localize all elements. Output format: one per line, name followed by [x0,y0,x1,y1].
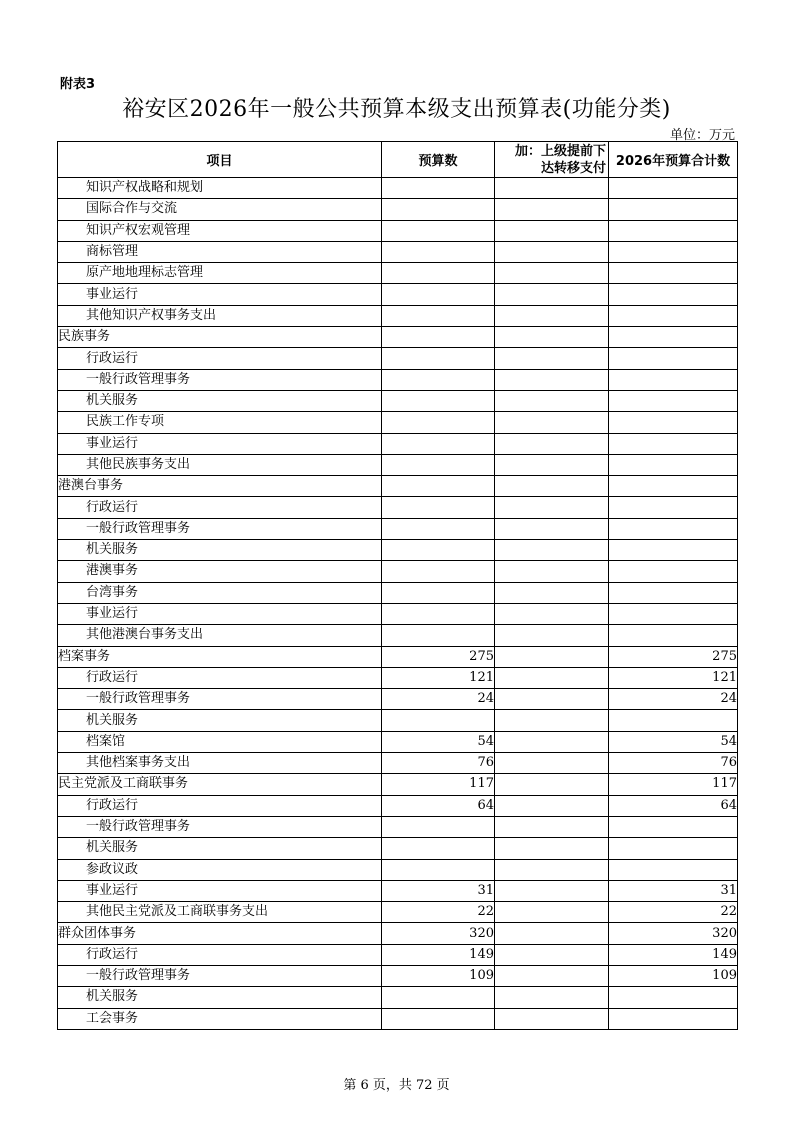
row-total-value [609,178,738,199]
row-budget-value [382,582,495,603]
row-item-name: 行政运行 [58,795,382,816]
row-transfer-value [495,689,609,710]
row-item-name: 港澳事务 [58,561,382,582]
row-budget-value [382,390,495,411]
row-item-name: 事业运行 [58,603,382,624]
row-item-name: 知识产权战略和规划 [58,178,382,199]
row-total-value [609,241,738,262]
table-row [58,731,738,752]
table-row [58,987,738,1008]
row-budget-value [382,540,495,561]
row-transfer-value [495,902,609,923]
row-item-name: 台湾事务 [58,582,382,603]
row-budget-value [382,412,495,433]
row-transfer-value [495,646,609,667]
row-transfer-value [495,305,609,326]
row-item-name: 档案事务 [58,646,382,667]
row-total-value [609,625,738,646]
row-item-name: 其他民主党派及工商联事务支出 [58,902,382,923]
row-budget-value [382,369,495,390]
row-item-name: 民族工作专项 [58,412,382,433]
row-total-value [609,816,738,837]
row-total-value: 64 [609,795,738,816]
row-total-value [609,987,738,1008]
row-transfer-value [495,582,609,603]
row-transfer-value [495,965,609,986]
table-row [58,476,738,497]
row-total-value [609,263,738,284]
row-budget-value: 121 [382,667,495,688]
row-item-name: 事业运行 [58,880,382,901]
row-budget-value [382,859,495,880]
row-item-name: 机关服务 [58,540,382,561]
row-item-name: 机关服务 [58,390,382,411]
table-row [58,944,738,965]
row-transfer-value [495,369,609,390]
table-row [58,540,738,561]
table-row [58,199,738,220]
row-budget-value: 31 [382,880,495,901]
row-item-name: 民族事务 [58,327,382,348]
row-budget-value: 275 [382,646,495,667]
table-row [58,923,738,944]
row-total-value: 31 [609,880,738,901]
column-header-transfer [495,142,609,178]
row-budget-value: 64 [382,795,495,816]
row-total-value [609,305,738,326]
row-transfer-value [495,603,609,624]
row-budget-value [382,603,495,624]
row-total-value [609,412,738,433]
row-item-name: 机关服务 [58,710,382,731]
table-row [58,795,738,816]
row-transfer-value [495,476,609,497]
row-total-value [609,284,738,305]
table-row [58,838,738,859]
annex-label: 附表3 [60,77,96,92]
row-total-value [609,710,738,731]
row-transfer-value [495,923,609,944]
row-item-name: 其他知识产权事务支出 [58,305,382,326]
row-total-value: 22 [609,902,738,923]
page-title: 裕安区2026年一般公共预算本级支出预算表(功能分类) [122,97,671,122]
column-header-total: 2026年预算合计数 [609,142,738,178]
row-item-name: 原产地地理标志管理 [58,263,382,284]
row-transfer-value [495,880,609,901]
row-item-name: 行政运行 [58,348,382,369]
row-total-value: 24 [609,689,738,710]
row-total-value [609,199,738,220]
unit-label: 单位：万元 [669,128,735,143]
table-row [58,902,738,923]
row-budget-value: 54 [382,731,495,752]
row-budget-value [382,454,495,475]
row-total-value [609,327,738,348]
row-transfer-value [495,561,609,582]
row-total-value [609,838,738,859]
row-item-name: 一般行政管理事务 [58,816,382,837]
row-transfer-value [495,667,609,688]
row-item-name: 知识产权宏观管理 [58,220,382,241]
row-item-name: 一般行政管理事务 [58,369,382,390]
row-budget-value [382,284,495,305]
row-total-value: 149 [609,944,738,965]
row-budget-value [382,518,495,539]
row-total-value [609,497,738,518]
row-total-value [609,603,738,624]
table-row [58,816,738,837]
row-transfer-value [495,497,609,518]
table-row [58,433,738,454]
row-budget-value [382,178,495,199]
table-row [58,220,738,241]
row-total-value: 117 [609,774,738,795]
row-budget-value [382,305,495,326]
row-transfer-value [495,199,609,220]
table-row [58,263,738,284]
row-transfer-value [495,1008,609,1029]
row-budget-value [382,816,495,837]
row-transfer-value [495,263,609,284]
table-row [58,646,738,667]
row-item-name: 一般行政管理事务 [58,689,382,710]
row-total-value [609,561,738,582]
row-total-value [609,369,738,390]
row-budget-value: 149 [382,944,495,965]
row-item-name: 机关服务 [58,838,382,859]
row-transfer-value [495,753,609,774]
row-total-value [609,582,738,603]
table-row [58,348,738,369]
table-row [58,178,738,199]
row-budget-value [382,710,495,731]
row-transfer-value [495,710,609,731]
row-item-name: 港澳台事务 [58,476,382,497]
row-total-value [609,540,738,561]
row-budget-value [382,476,495,497]
column-header-transfer-line2: 达转移支付 [540,160,606,176]
table-row [58,859,738,880]
row-item-name: 行政运行 [58,667,382,688]
row-transfer-value [495,412,609,433]
table-row [58,497,738,518]
row-total-value [609,518,738,539]
row-budget-value: 109 [382,965,495,986]
row-total-value [609,454,738,475]
table-row [58,284,738,305]
row-budget-value [382,433,495,454]
row-item-name: 其他港澳台事务支出 [58,625,382,646]
row-budget-value [382,199,495,220]
row-transfer-value [495,284,609,305]
row-total-value: 320 [609,923,738,944]
table-row [58,965,738,986]
row-budget-value [382,497,495,518]
row-item-name: 一般行政管理事务 [58,518,382,539]
row-item-name: 其他民族事务支出 [58,454,382,475]
table-row [58,1008,738,1029]
row-total-value: 76 [609,753,738,774]
table-body [58,178,738,1030]
table-row [58,667,738,688]
row-item-name: 商标管理 [58,241,382,262]
table-header-row [58,142,738,178]
table-row [58,625,738,646]
row-transfer-value [495,178,609,199]
table-row [58,710,738,731]
row-budget-value [382,220,495,241]
row-transfer-value [495,987,609,1008]
row-transfer-value [495,795,609,816]
table-row [58,561,738,582]
row-transfer-value [495,220,609,241]
table-row [58,518,738,539]
row-budget-value [382,987,495,1008]
row-transfer-value [495,433,609,454]
row-budget-value [382,838,495,859]
table-row [58,753,738,774]
row-total-value [609,476,738,497]
row-item-name: 其他档案事务支出 [58,753,382,774]
row-total-value [609,433,738,454]
row-transfer-value [495,816,609,837]
row-transfer-value [495,774,609,795]
row-item-name: 群众团体事务 [58,923,382,944]
row-total-value [609,1008,738,1029]
row-budget-value: 76 [382,753,495,774]
table-row [58,603,738,624]
row-budget-value [382,625,495,646]
row-item-name: 机关服务 [58,987,382,1008]
table-row [58,880,738,901]
column-header-budget: 预算数 [382,142,495,178]
row-item-name: 行政运行 [58,944,382,965]
row-budget-value: 22 [382,902,495,923]
row-transfer-value [495,540,609,561]
row-budget-value [382,327,495,348]
row-budget-value [382,241,495,262]
row-transfer-value [495,944,609,965]
row-transfer-value [495,731,609,752]
row-item-name: 工会事务 [58,1008,382,1029]
row-budget-value [382,348,495,369]
budget-table [57,141,738,1030]
table-row [58,305,738,326]
row-transfer-value [495,625,609,646]
row-transfer-value [495,518,609,539]
table-row [58,454,738,475]
row-budget-value: 320 [382,923,495,944]
table-row [58,369,738,390]
row-item-name: 档案馆 [58,731,382,752]
row-budget-value [382,561,495,582]
row-transfer-value [495,859,609,880]
row-budget-value: 24 [382,689,495,710]
row-total-value [609,348,738,369]
table-row [58,327,738,348]
row-total-value [609,390,738,411]
row-item-name: 一般行政管理事务 [58,965,382,986]
table-row [58,412,738,433]
table-row [58,582,738,603]
row-transfer-value [495,348,609,369]
table-row [58,774,738,795]
row-transfer-value [495,327,609,348]
column-header-item: 项目 [58,142,382,178]
table-row [58,390,738,411]
row-budget-value [382,263,495,284]
table-row [58,241,738,262]
column-header-transfer-line1: 加：上级提前下 [514,143,606,159]
row-transfer-value [495,838,609,859]
row-total-value: 275 [609,646,738,667]
row-transfer-value [495,390,609,411]
row-budget-value [382,1008,495,1029]
row-item-name: 民主党派及工商联事务 [58,774,382,795]
table-row [58,689,738,710]
row-item-name: 参政议政 [58,859,382,880]
row-total-value: 109 [609,965,738,986]
row-transfer-value [495,241,609,262]
row-total-value [609,859,738,880]
row-transfer-value [495,454,609,475]
row-item-name: 事业运行 [58,284,382,305]
row-total-value: 54 [609,731,738,752]
page-footer: 第 6 页，共 72 页 [343,1078,450,1093]
row-item-name: 行政运行 [58,497,382,518]
row-item-name: 国际合作与交流 [58,199,382,220]
row-total-value [609,220,738,241]
row-item-name: 事业运行 [58,433,382,454]
row-total-value: 121 [609,667,738,688]
row-budget-value: 117 [382,774,495,795]
